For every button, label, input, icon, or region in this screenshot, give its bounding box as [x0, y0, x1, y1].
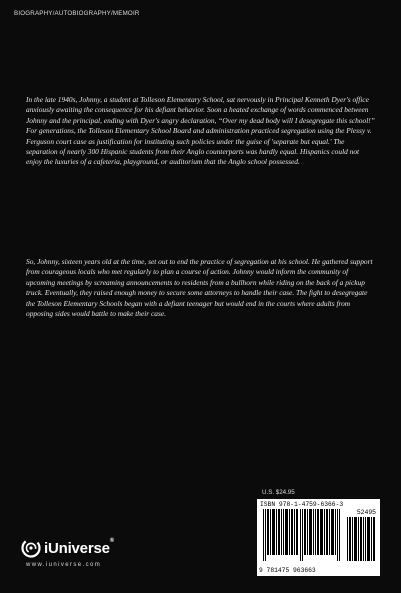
isbn-barcode: [257, 499, 380, 576]
blurb-paragraph-1: In the late 1940s, Johnny, a student at Tolleson Elementary School, sat nervously in Principal Kenneth Dyer's office anxiously awaiting the consequence for his defiant behavior. Soon a heated exchange of words commenced between Johnny and the principal, ending with Dyer's angry declaration, “Over my dead body will I desegregate this school!” For generations, the Tolleson Elementary School Board and administration practiced segregation using the Plessy v. Ferguson court case as justification for instituting such policies under the guise of 'separate but equal.' The separation of nearly 300 Hispanic students from their Anglo counterparts was hardly equal. Hispanics could not enjoy the luxuries of a cafeteria, playground, or auditorium that the Anglo school possessed.: [26, 95, 375, 167]
barcode-bars-icon: [263, 509, 343, 561]
publisher-logo: [20, 536, 114, 560]
genre-label: BIOGRAPHY/AUTOBIOGRAPHY/MEMOIR: [14, 10, 140, 17]
price-barcode-bars-icon: [347, 517, 375, 561]
barcode-digits: 9 781475 963663: [259, 567, 316, 574]
registered-mark: ®: [109, 538, 114, 544]
price-label: U.S. $24.95: [262, 489, 295, 496]
isbn-text: ISBN 978-1-4759-6366-3: [260, 501, 344, 508]
publisher-name: iUniverse: [44, 539, 110, 557]
price-code: 52495: [356, 509, 376, 516]
publisher-url: www.iuniverse.com: [26, 562, 102, 568]
blurb-paragraph-2: So, Johnny, sixteen years old at the time, set out to end the practice of segregation at his school. He gathered support from courageous locals who met regularly to plan a course of action. Johnny would inform the community of upcoming meetings by screaming announcements to residents from a bullhorn while riding on the back of a pickup truck. Eventually, they raised enough money to secure some attorneys to handle their case. The fight to desegregate the Tolleson Elementary Schools began with a defiant teenager but would end in the courts where adults from opposing sides would battle to make their case.: [26, 257, 373, 319]
iuniverse-swirl-logo-icon: [20, 537, 42, 559]
